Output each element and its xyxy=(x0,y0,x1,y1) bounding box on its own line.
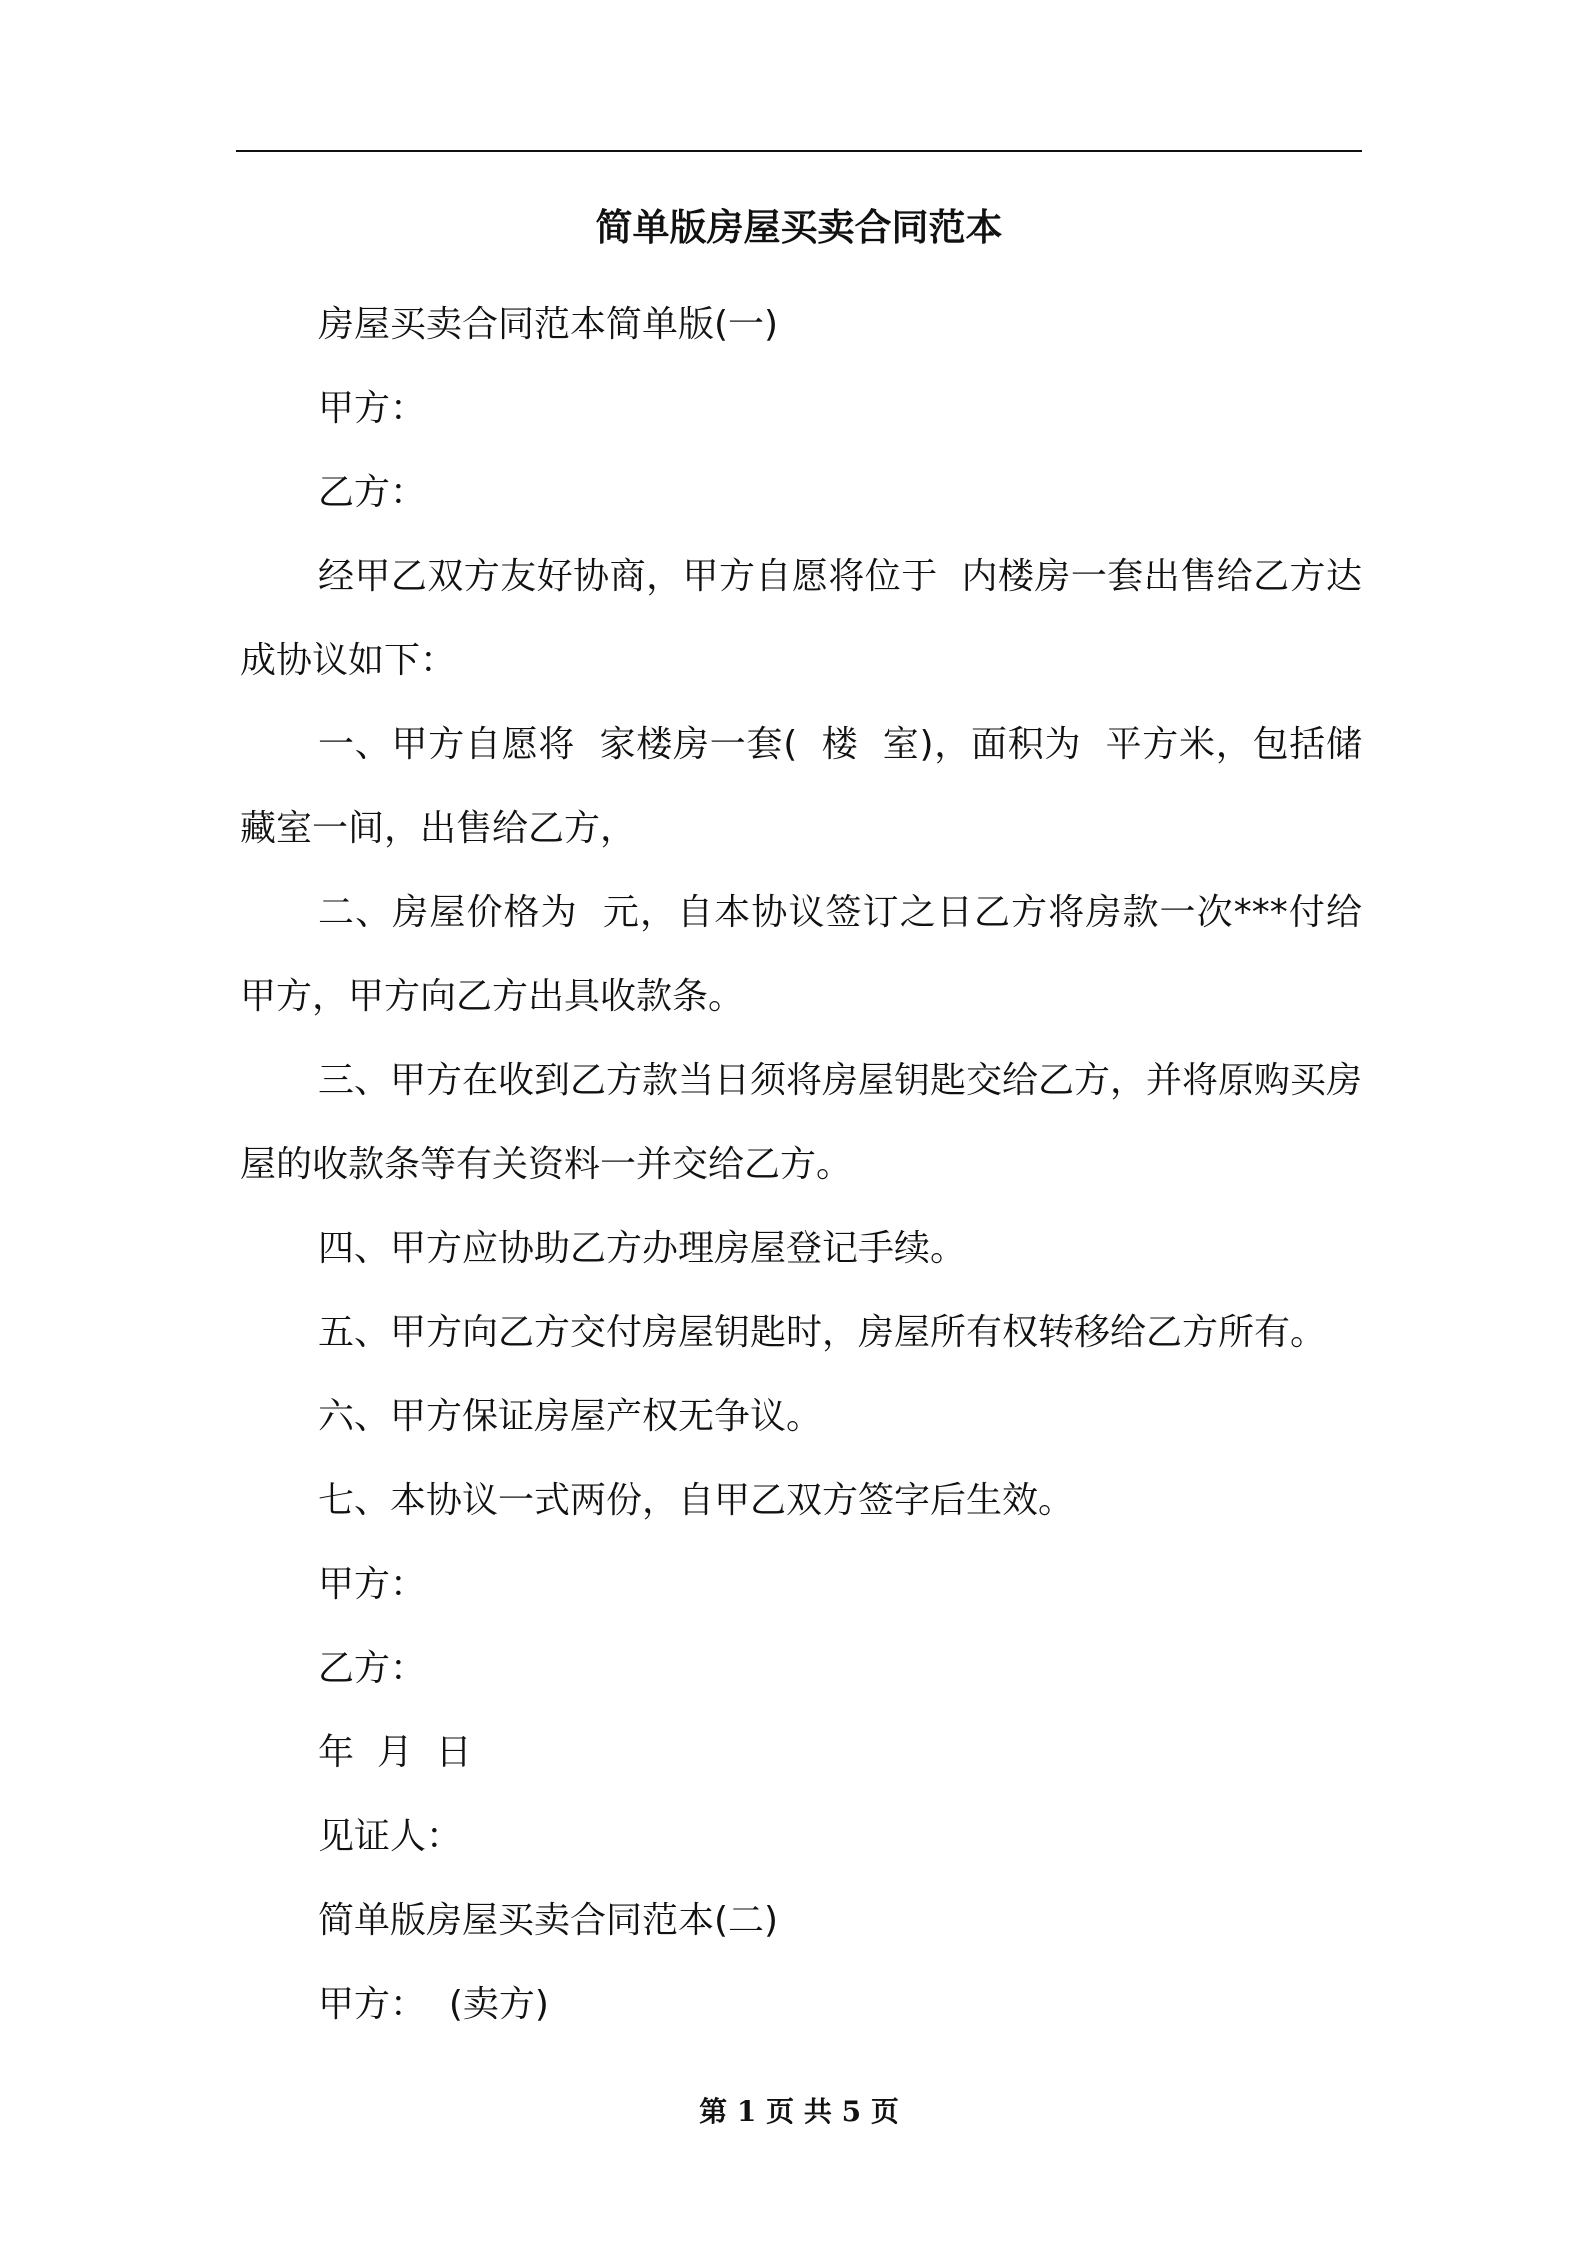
clause-6: 六、甲方保证房屋产权无争议。 xyxy=(318,1396,823,1437)
document-title: 简单版房屋买卖合同范本 xyxy=(595,206,1003,249)
clause-5: 五、甲方向乙方交付房屋钥匙时，房屋所有权转移给乙方所有。 xyxy=(318,1312,1327,1353)
signature-party-a: 甲方： xyxy=(318,1564,427,1605)
preamble-paragraph: 经甲乙双方友好协商，甲方自愿将位于 内楼房一套出售给乙方达成协议如下： xyxy=(240,556,1362,681)
party-a-line: 甲方： xyxy=(318,388,427,429)
signature-date: 年 月 日 xyxy=(318,1732,472,1773)
party-b-line: 乙方： xyxy=(318,472,427,513)
clause-4: 四、甲方应协助乙方办理房屋登记手续。 xyxy=(318,1228,967,1269)
page-number-footer: 第 1 页 共 5 页 xyxy=(699,2095,899,2128)
header-rule xyxy=(236,150,1362,152)
clause-1: 一、甲方自愿将 家楼房一套( 楼 室)，面积为 平方米，包括储藏室一间，出售给乙方， xyxy=(240,724,1362,849)
clause-2: 二、房屋价格为 元，自本协议签订之日乙方将房款一次***付给甲方，甲方向乙方出具收款条。 xyxy=(240,892,1362,1017)
clause-3: 三、甲方在收到乙方款当日须将房屋钥匙交给乙方，并将原购买房屋的收款条等有关资料一并交给乙方。 xyxy=(240,1060,1363,1185)
witness-line: 见证人： xyxy=(318,1816,463,1857)
signature-party-b: 乙方： xyxy=(318,1648,427,1689)
clause-7: 七、本协议一式两份，自甲乙双方签字后生效。 xyxy=(318,1480,1075,1521)
section-heading-2: 简单版房屋买卖合同范本(二) xyxy=(318,1900,779,1941)
document-body xyxy=(240,283,1362,2047)
party-a-seller-line: 甲方： (卖方) xyxy=(318,1984,549,2025)
section-heading-1: 房屋买卖合同范本简单版(一) xyxy=(318,304,779,345)
